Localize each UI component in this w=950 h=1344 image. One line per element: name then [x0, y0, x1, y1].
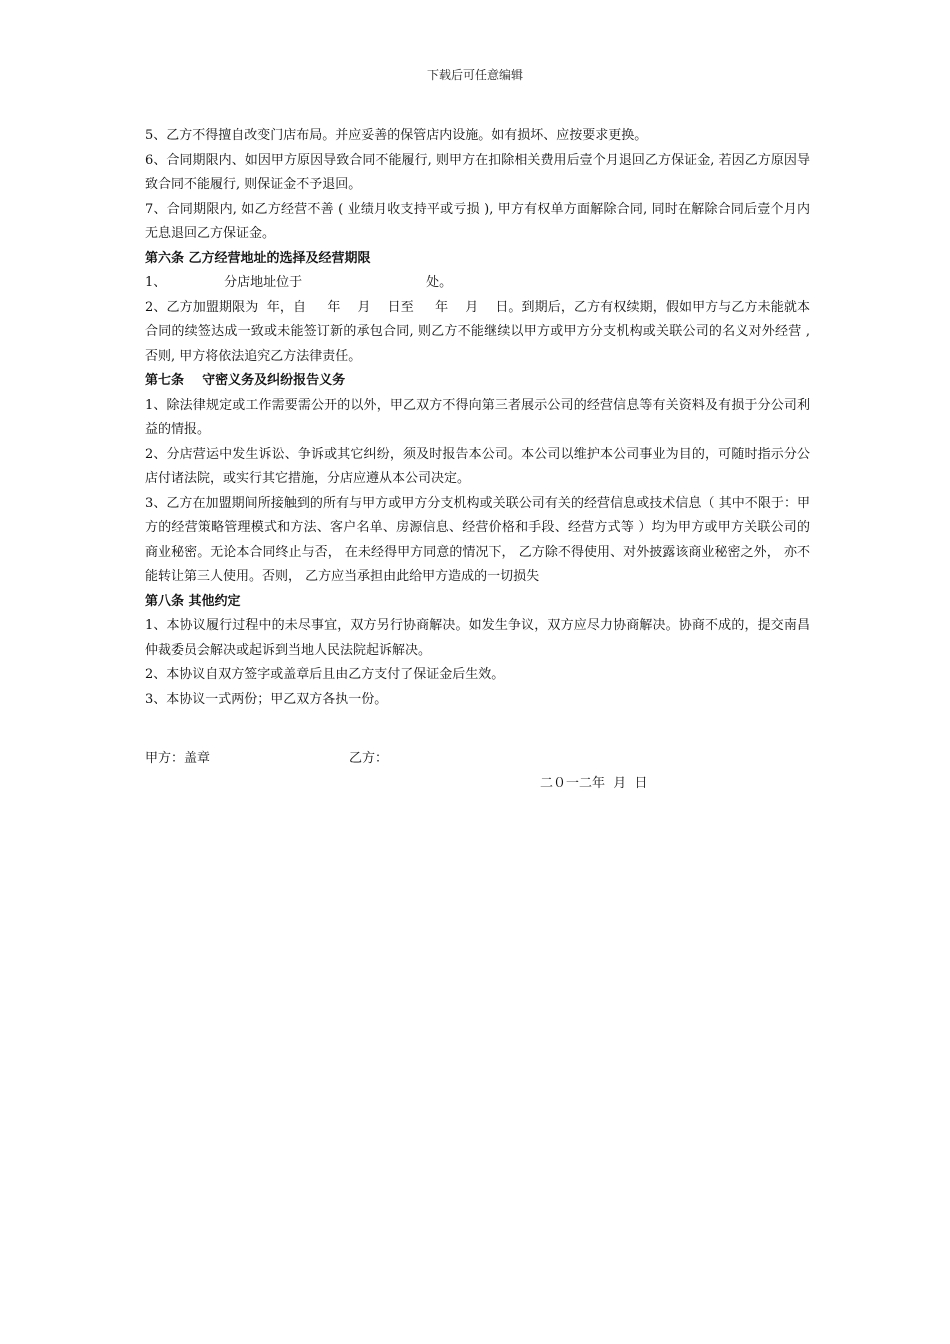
- party-b-signature: 乙方：: [349, 751, 389, 766]
- article6-clause-2: 2、乙方加盟期限为 年，自 年 月 日至 年 月 日。到期后，乙方有权续期，假如甲方与乙方未能就本合同的续签达成一致或未能签订新的承包合同, 则乙方不能继续以甲方或甲方分支机构或关联公司的名义对外经营 , 否则, 甲方将依法追究乙方法律责任。: [145, 299, 815, 364]
- article7-clause-1: 1、除法律规定或工作需要需公开的以外，甲乙双方不得向第三者展示公司的经营信息等有关资料及有损于分公司利益的情报。: [145, 397, 810, 437]
- article7-clause-3: 3、乙方在加盟期间所接触到的所有与甲方或甲方分支机构或关联公司有关的经营信息或技术信息（ 其中不限于：甲方的经营策略管理模式和方法、客户名单、房源信息、经营价格和手段、经营方式等 ）均为甲方或甲方关联公司的商业秘密。无论本合同终止与否， 在未经得甲方同意的情况下， 乙方除不得使用、对外披露该商业秘密之外， 亦不能转让第三人使用。否则， 乙方应当承担由此给甲方造成的一切损失: [145, 495, 810, 584]
- contract-body: [145, 124, 815, 712]
- signature-date: 二０一二年 月 日: [540, 776, 648, 791]
- article8-clause-1: 1、本协议履行过程中的未尽事宜，双方另行协商解决。如发生争议，双方应尽力协商解决。协商不成的，提交南昌仲裁委员会解决或起诉到当地人民法院起诉解决。: [145, 618, 810, 658]
- article7-clause-2: 2、分店营运中发生诉讼、争诉或其它纠纷，须及时报告本公司。本公司以维护本公司事业为目的，可随时指示分公店付诸法院，或实行其它措施，分店应遵从本公司决定。: [145, 446, 810, 486]
- section-heading-8: 第八条 其他约定: [145, 593, 241, 609]
- clause-5: 5、乙方不得擅自改变门店布局。并应妥善的保管店内设施。如有损坏、应按要求更换。: [145, 128, 648, 143]
- party-a-signature: 甲方：盖章: [145, 751, 211, 766]
- clause-7: 7、合同期限内, 如乙方经营不善 ( 业绩月收支持平或亏损 ), 甲方有权单方面解除合同, 同时在解除合同后壹个月内无息退回乙方保证金。: [145, 201, 810, 241]
- article8-clause-3: 3、本协议一式两份；甲乙双方各执一份。: [145, 691, 388, 707]
- section-heading-6: 第六条 乙方经营地址的选择及经营期限: [145, 250, 371, 266]
- page-header: 下载后可任意编辑: [426, 68, 523, 82]
- clause-6: 6、合同期限内、如因甲方原因导致合同不能履行, 则甲方在扣除相关费用后壹个月退回乙方保证金, 若因乙方原因导致合同不能履行, 则保证金不予退回。: [145, 152, 810, 192]
- article8-clause-2: 2、本协议自双方签字或盖章后且由乙方支付了保证金后生效。: [145, 667, 505, 682]
- section-heading-7: 第七条 守密义务及纠纷报告义务: [145, 373, 346, 388]
- article6-clause-1: 1、 分店地址位于 处。: [145, 275, 453, 290]
